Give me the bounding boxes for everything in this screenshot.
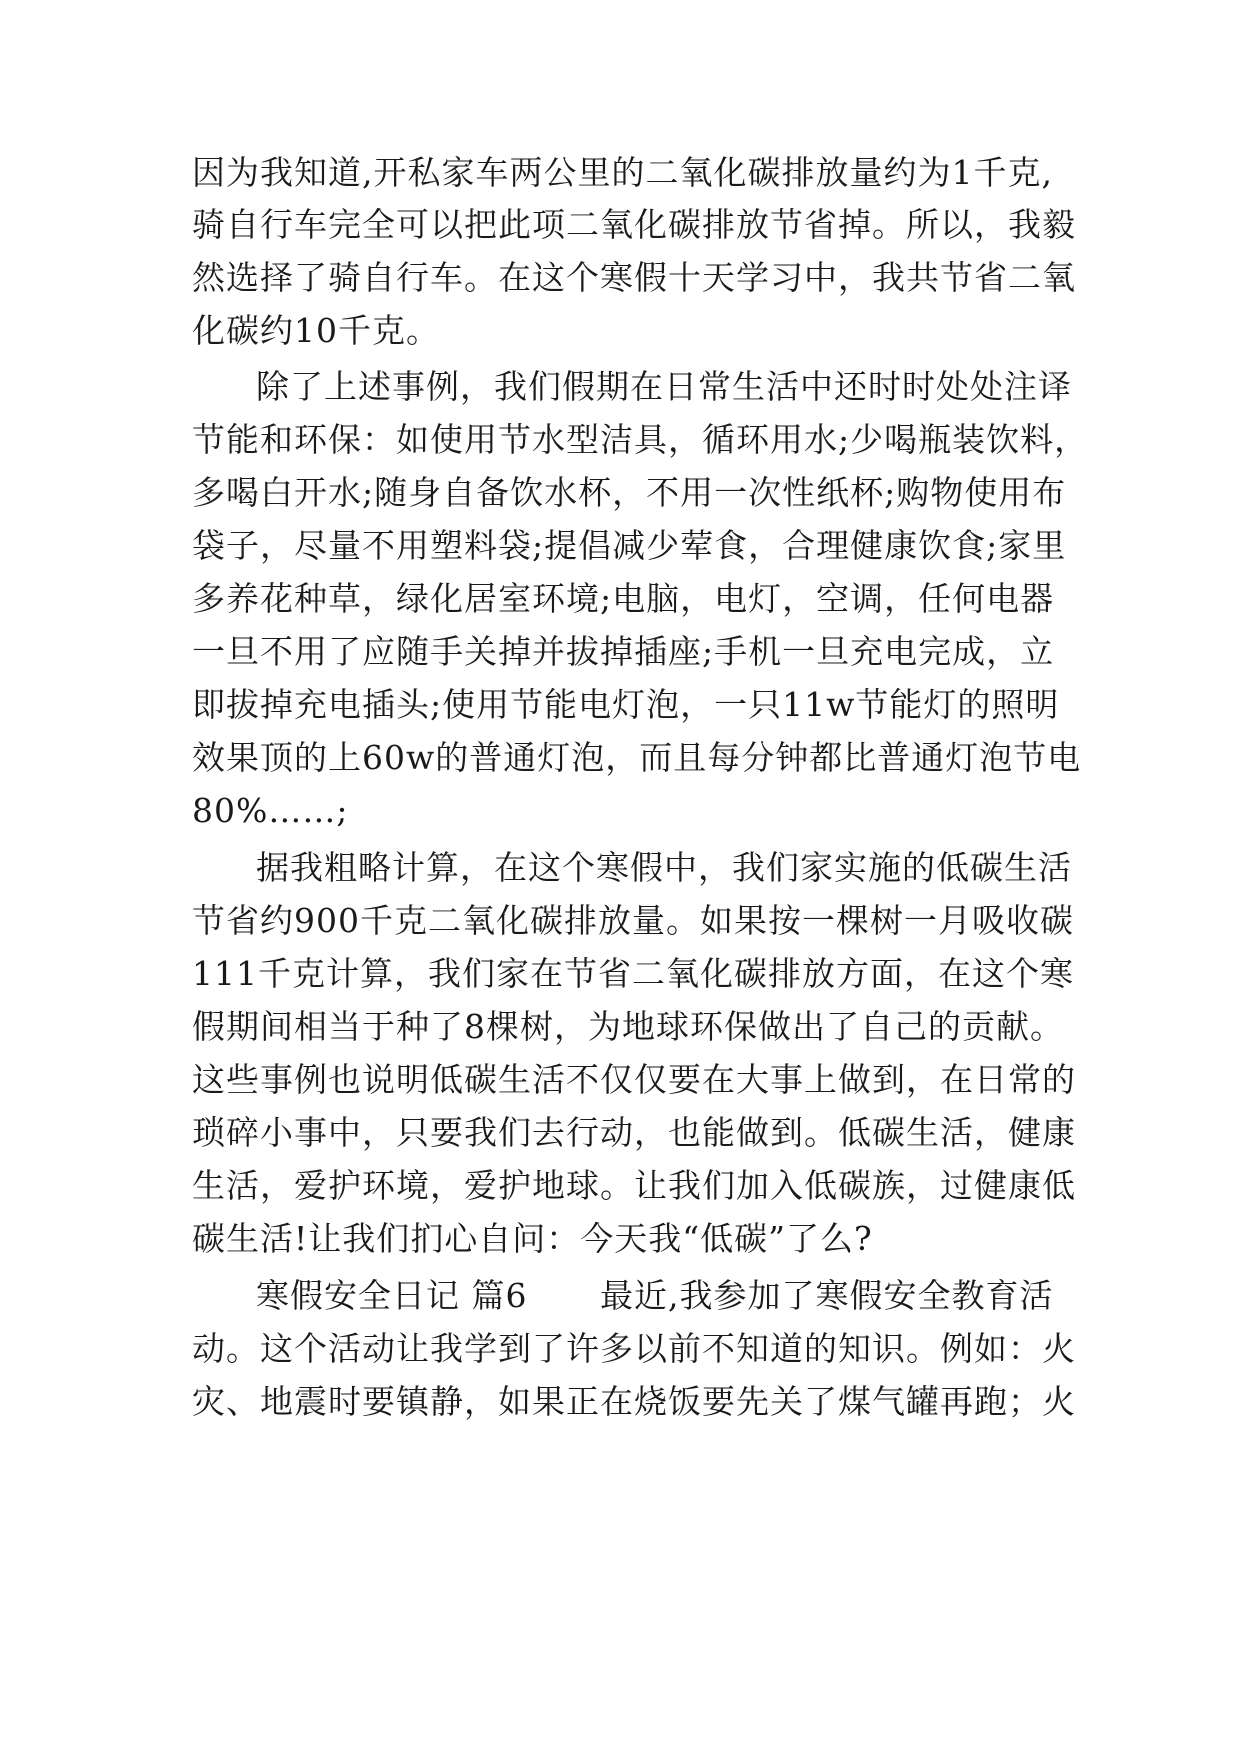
text-line [0, 675, 1241, 735]
paragraph-1-line-3: 然选择了骑自行车。在这个寒假十天学习中，我共节省二氧 [192, 258, 1076, 297]
paragraph-2-line-1: 除了上述事例，我们假期在日常生活中还时时处处注译 [256, 367, 1072, 406]
paragraph-3-line-5: 这些事例也说明低碳生活不仅仅要在大事上做到，在日常的 [192, 1060, 1076, 1099]
paragraph-1-line-2: 骑自行车完全可以把此项二氧化碳排放节省掉。所以，我毅 [192, 205, 1076, 244]
text-line [0, 1103, 1241, 1163]
paragraph-1-line-4: 化碳约10千克。 [192, 311, 440, 350]
paragraph-2-line-2: 节能和环保：如使用节水型洁具，循环用水;少喝瓶装饮料， [192, 420, 1089, 459]
text-line [0, 1050, 1241, 1110]
text-line [0, 301, 1241, 361]
paragraph-4-line-1: 最近,我参加了寒假安全教育活 [600, 1276, 1054, 1315]
paragraph-3-line-2: 节省约900千克二氧化碳排放量。如果按一棵树一月吸收碳 [192, 901, 1074, 940]
paragraph-3-line-6: 琐碎小事中，只要我们去行动，也能做到。低碳生活，健康 [192, 1113, 1076, 1152]
text-line [0, 1266, 1241, 1326]
text-line [0, 143, 1241, 203]
text-line [0, 838, 1241, 898]
text-line [0, 728, 1241, 788]
text-line [0, 891, 1241, 951]
paragraph-4-line-3: 灾、地震时要镇静，如果正在烧饭要先关了煤气罐再跑；火 [192, 1382, 1076, 1421]
text-line [0, 463, 1241, 523]
text-line [0, 410, 1241, 470]
paragraph-2-line-3: 多喝白开水;随身自备饮水杯，不用一次性纸杯;购物使用布 [192, 473, 1067, 512]
text-line [0, 357, 1241, 417]
paragraph-2-line-8: 效果顶的上60w的普通灯泡，而且每分钟都比普通灯泡节电 [192, 738, 1082, 777]
text-line [0, 944, 1241, 1004]
text-line [0, 1372, 1241, 1432]
text-line [0, 195, 1241, 255]
paragraph-3-line-1: 据我粗略计算，在这个寒假中，我们家实施的低碳生活 [256, 848, 1072, 887]
paragraph-3-line-4: 假期间相当于种了8棵树，为地球环保做出了自己的贡献。 [192, 1007, 1064, 1046]
paragraph-3-line-7: 生活，爱护环境，爱护地球。让我们加入低碳族，过健康低 [192, 1166, 1076, 1205]
text-line [0, 781, 1241, 841]
paragraph-1-line-1: 因为我知道,开私家车两公里的二氧化碳排放量约为1千克, [192, 153, 1053, 192]
text-line [0, 997, 1241, 1057]
paragraph-2-line-9: 80%……; [192, 791, 349, 830]
paragraph-3-line-8: 碳生活!让我们扪心自问：今天我“低碳”了么? [192, 1219, 873, 1258]
text-line [0, 248, 1241, 308]
paragraph-2-line-6: 一旦不用了应随手关掉并拔掉插座;手机一旦充电完成，立 [192, 632, 1055, 671]
paragraph-4-line-2: 动。这个活动让我学到了许多以前不知道的知识。例如：火 [192, 1329, 1076, 1368]
paragraph-2-line-7: 即拔掉充电插头;使用节能电灯泡，一只11w节能灯的照明 [192, 685, 1060, 724]
text-line [0, 622, 1241, 682]
section-heading: 寒假安全日记 篇6 [256, 1276, 528, 1315]
paragraph-2-line-4: 袋子，尽量不用塑料袋;提倡减少荤食，合理健康饮食;家里 [192, 526, 1067, 565]
text-line [0, 1319, 1241, 1379]
paragraph-3-line-3: 111千克计算，我们家在节省二氧化碳排放方面，在这个寒 [192, 954, 1074, 993]
text-line [0, 1209, 1241, 1269]
paragraph-2-line-5: 多养花种草，绿化居室环境;电脑，电灯，空调，任何电器 [192, 579, 1055, 618]
text-line [0, 516, 1241, 576]
text-line [0, 1156, 1241, 1216]
text-line [0, 569, 1241, 629]
